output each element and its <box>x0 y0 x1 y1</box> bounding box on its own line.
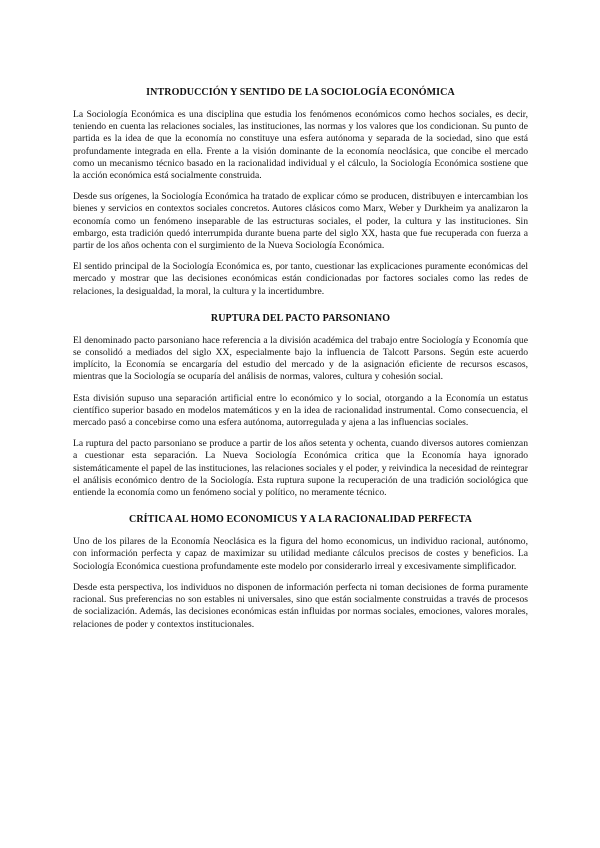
section-heading-ruptura: RUPTURA DEL PACTO PARSONIANO <box>210 312 391 324</box>
paragraph: Desde esta perspectiva, los individuos no disponen de información perfecta ni toman decisiones de forma puramente racional. Sus preferencias no son estables ni universales, sino que están socialmente construidas a través de procesos de socialización. Además, las decisiones económicas están influidas por normas sociales, emociones, valores morales, relaciones de poder y contextos institucionales. <box>73 581 528 630</box>
paragraph: El denominado pacto parsoniano hace referencia a la división académica del trabajo entre Sociología y Economía que se consolidó a mediados del siglo XX, especialmente bajo la influencia de Talcott Parsons. Según este acuerdo implícito, la Economía se encargaría del estudio del mercado y de la asignación eficiente de recursos escasos, mientras que la Sociología se ocuparía del análisis de normas, valores, cultura y cohesión social. <box>73 334 528 383</box>
section-heading-introduccion: INTRODUCCIÓN Y SENTIDO DE LA SOCIOLOGÍA ECONÓMICA <box>146 87 455 98</box>
section-heading-critica: CRÍTICA AL HOMO ECONOMICUS Y A LA RACIONALIDAD PERFECTA <box>129 514 472 526</box>
paragraph: La Sociología Económica es una disciplina que estudia los fenómenos económicos como hechos sociales, es decir, teniendo en cuenta las relaciones sociales, las instituciones, las normas y los valores que los condicionan. Su punto de partida es la idea de que la economía no constituye una esfera autónoma y separada de la sociedad, sino que está profundamente integrada en ella. Frente a la visión dominante de la economía neoclásica, que concibe el mercado como un mecanismo técnico basado en la racionalidad individual y el cálculo, la Sociología Económica sostiene que la acción económica está socialmente construida. <box>73 109 528 182</box>
paragraph: La ruptura del pacto parsoniano se produce a partir de los años setenta y ochenta, cuando diversos autores comienzan a cuestionar esta separación. La Nueva Sociología Económica critica que la Economía haya ignorado sistemáticamente el papel de las instituciones, las relaciones sociales y el poder, y reivindica la necesidad de reintegrar el análisis económico dentro de la Sociología. Esta ruptura supone la recuperación de una tradición sociológica que entiende la economía como un fenómeno social y político, no meramente técnico. <box>73 438 528 499</box>
paragraph: Esta división supuso una separación artificial entre lo económico y lo social, otorgando a la Economía un estatus científico superior basado en modelos matemáticos y en la idea de racionalidad instrumental. Como consecuencia, el mercado pasó a concebirse como una esfera autónoma, autorregulada y ajena a las influencias sociales. <box>73 392 528 429</box>
document-page <box>73 86 528 631</box>
paragraph: El sentido principal de la Sociología Económica es, por tanto, cuestionar las explicaciones puramente económicas del mercado y mostrar que las decisiones económicas están condicionadas por factores sociales como las redes de relaciones, la desigualdad, la moral, la cultura y la incertidumbre. <box>73 261 528 297</box>
paragraph: Uno de los pilares de la Economía Neoclásica es la figura del homo economicus, un individuo racional, autónomo, con información perfecta y capaz de maximizar su utilidad mediante cálculos precisos de costes y beneficios. La Sociología Económica cuestiona profundamente este modelo por considerarlo irreal y excesivamente simplificador. <box>73 536 528 572</box>
paragraph: Desde sus orígenes, la Sociología Económica ha tratado de explicar cómo se producen, distribuyen e intercambian los bienes y servicios en contextos sociales concretos. Autores clásicos como Marx, Weber y Durkheim ya analizaron la economía como un fenómeno inseparable de las estructuras sociales, el poder, la cultura y las instituciones. Sin embargo, esta tradición quedó interrumpida durante buena parte del siglo XX, hasta que fue recuperada con fuerza a partir de los años ochenta con el surgimiento de la Nueva Sociología Económica. <box>73 191 528 252</box>
